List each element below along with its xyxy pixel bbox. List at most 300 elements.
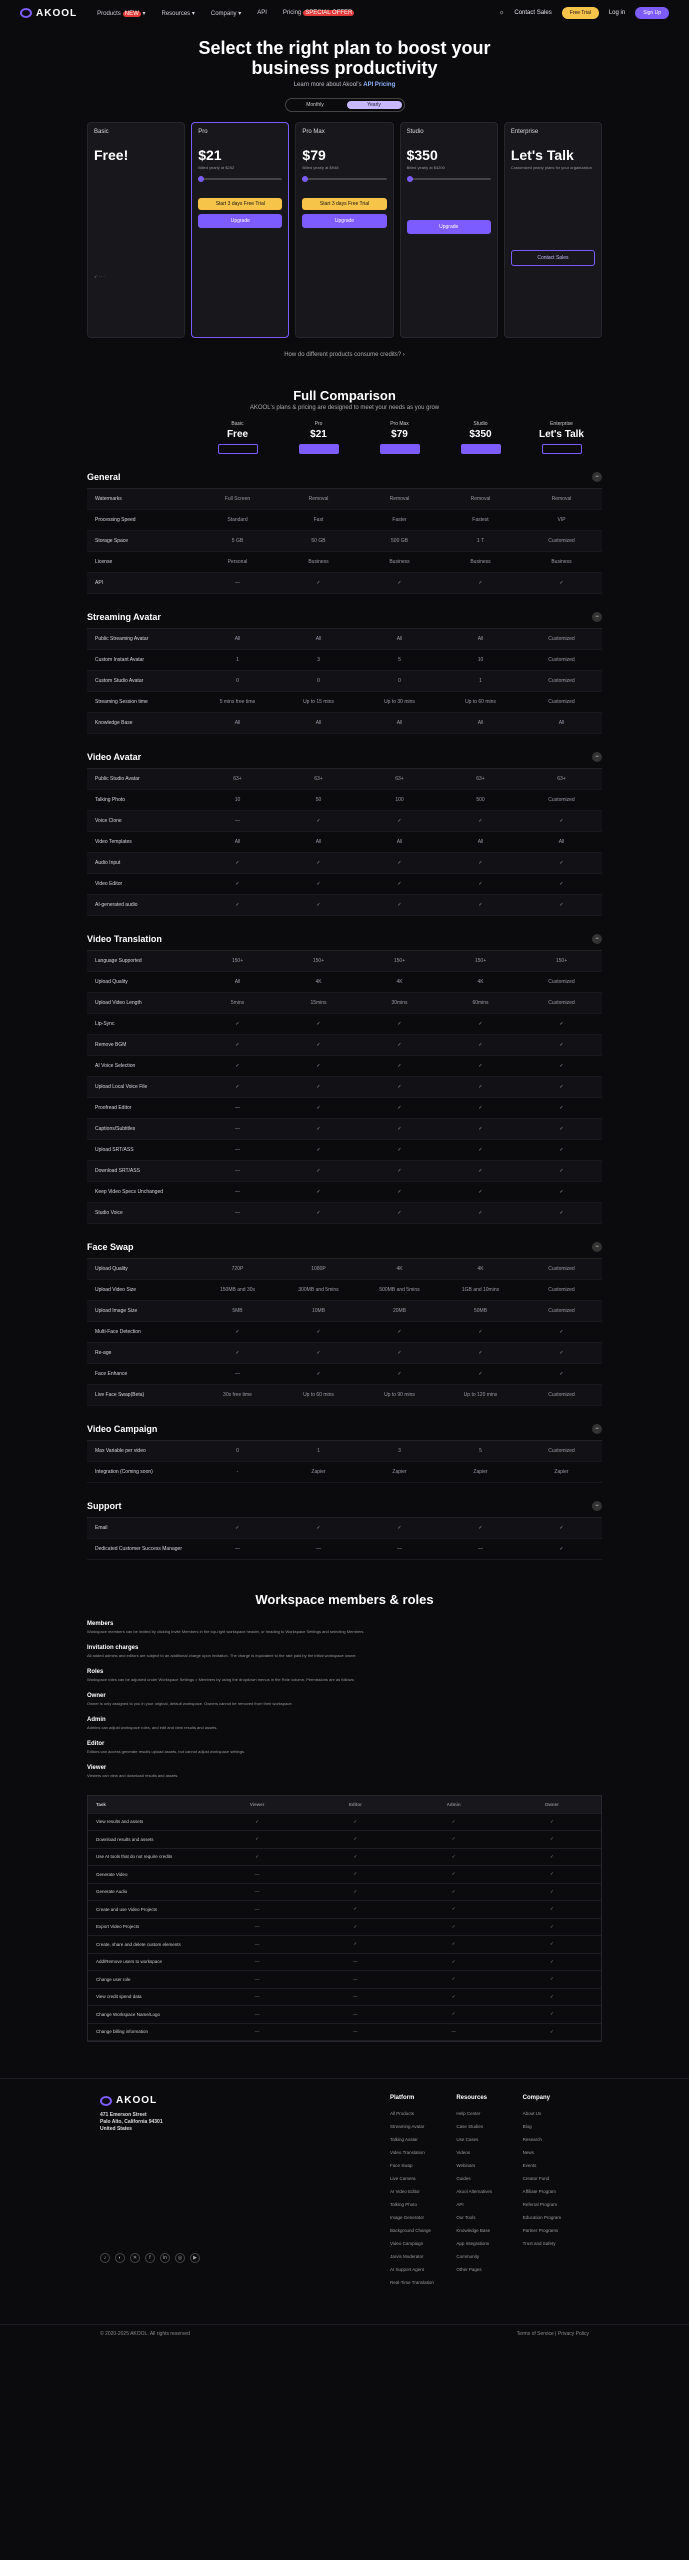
plan-cta-button[interactable] xyxy=(461,444,501,454)
feature-group-header[interactable] xyxy=(87,472,602,489)
feature-value: 500 GB xyxy=(391,538,408,544)
feature-value: All xyxy=(477,636,484,642)
group-title: Video Campaign xyxy=(87,1424,158,1434)
permission-value: ✓ xyxy=(549,1836,554,1842)
section-text: Workspace members can be invited by clicking Invite Members in the top-right workspace header, or heading to Workspace Settings and selecting Members. xyxy=(87,1629,365,1634)
feature-group-rows xyxy=(87,1518,602,1560)
feature-value: ✓ xyxy=(397,860,402,866)
feature-value: ✓ xyxy=(397,1350,402,1356)
permission-value: — xyxy=(254,1959,260,1965)
feature-value: 63+ xyxy=(476,776,485,782)
footer-column xyxy=(456,2095,522,2318)
feature-value: 1 T xyxy=(476,538,485,544)
feature-value: Customized xyxy=(548,636,575,642)
footer-link[interactable]: News xyxy=(522,2150,534,2155)
permission-value: ✓ xyxy=(451,1976,456,1982)
feature-value: ✓ xyxy=(235,1021,240,1027)
feature-value: ✓ xyxy=(478,1350,483,1356)
feature-value: ✓ xyxy=(235,881,240,887)
permission-value: — xyxy=(353,1959,358,1965)
feature-value: ✓ xyxy=(397,1105,402,1111)
feature-value: 4K xyxy=(396,1266,403,1272)
comparison-title: Full Comparison xyxy=(293,388,396,403)
footer-column xyxy=(523,2095,589,2318)
feature-value: ✓ xyxy=(478,1168,483,1174)
feature-value: Business xyxy=(470,559,491,565)
feature-value: All xyxy=(477,839,484,845)
table-row xyxy=(87,1077,602,1098)
permission-value: ✓ xyxy=(353,1941,358,1947)
group-title: Video Translation xyxy=(87,934,162,944)
column-header: Viewer xyxy=(249,1801,265,1807)
slider-handle[interactable] xyxy=(302,176,308,182)
feature-value: ✓ xyxy=(478,1147,483,1153)
permission-value: ✓ xyxy=(549,2011,554,2017)
slider-handle[interactable] xyxy=(407,176,413,182)
plan-price: $350 xyxy=(469,429,492,440)
footer-link[interactable]: All Products xyxy=(390,2111,415,2116)
feature-value: Up to 90 mins xyxy=(384,1392,415,1398)
plan-price: $350 xyxy=(406,147,438,163)
feature-value: Fastest xyxy=(472,517,489,523)
plan-name: Basic xyxy=(231,421,244,427)
table-row xyxy=(87,874,602,895)
feature-value: Customized xyxy=(548,1392,575,1398)
permission-value: — xyxy=(254,1924,260,1930)
feature-value: 10 xyxy=(477,657,484,663)
feature-label: Audio Input xyxy=(95,860,121,866)
feature-group-rows xyxy=(87,1441,602,1483)
upgrade-button[interactable]: Upgrade xyxy=(302,214,386,228)
feature-value: Customized xyxy=(548,1000,575,1006)
feature-value: Customized xyxy=(548,1308,575,1314)
feature-value: — xyxy=(235,1147,240,1153)
tiktok-icon[interactable]: ♪ xyxy=(100,2253,110,2263)
feature-value: ✓ xyxy=(397,1525,402,1531)
feature-label: Storage Space xyxy=(95,538,129,544)
collapse-icon[interactable]: − xyxy=(592,934,602,944)
privacy-link[interactable]: Privacy Policy xyxy=(557,2331,589,2337)
permission-value: ✓ xyxy=(451,1958,456,1964)
table-row xyxy=(87,853,602,874)
table-row xyxy=(87,531,602,552)
footer-link[interactable]: Talking Avatar xyxy=(390,2137,418,2142)
feature-value: 1080P xyxy=(311,1266,326,1272)
feature-group-header[interactable] xyxy=(87,612,602,629)
footer-link[interactable]: Our Tools xyxy=(456,2215,476,2220)
feature-label: Language Supported xyxy=(95,958,142,964)
feature-label: Keep Video Specs Unchanged xyxy=(95,1189,164,1195)
collapse-icon[interactable]: − xyxy=(592,1501,602,1511)
contact-sales-link[interactable]: Contact Sales xyxy=(514,10,552,16)
feature-value: 4K xyxy=(477,979,484,985)
free-trial-button[interactable]: Start 3 days Free Trial xyxy=(198,198,282,210)
feature-value: — xyxy=(235,1126,240,1132)
feature-group-header[interactable] xyxy=(87,1501,602,1518)
feature-value: ✓ xyxy=(397,902,402,908)
footer-link[interactable]: Blog xyxy=(522,2124,532,2129)
table-row xyxy=(88,1989,601,2007)
feature-value: Up to 60 mins xyxy=(465,699,496,705)
feature-value: ✓ xyxy=(316,1126,321,1132)
feature-value: ✓ xyxy=(559,1210,564,1216)
footer-link[interactable]: Trust and Safety xyxy=(522,2241,556,2246)
feature-label: API xyxy=(95,580,104,586)
feature-value: 1 xyxy=(479,678,482,684)
collapse-icon[interactable]: − xyxy=(592,612,602,622)
free-trial-button[interactable]: Start 3 days Free Trial xyxy=(302,198,386,210)
feature-value: All xyxy=(315,636,322,642)
feature-value: 4K xyxy=(396,979,403,985)
permission-value: ✓ xyxy=(353,1888,358,1894)
footer-link[interactable]: Guides xyxy=(456,2176,471,2181)
feature-value: All xyxy=(234,636,241,642)
feature-group-header[interactable] xyxy=(87,1242,602,1259)
table-row xyxy=(87,1035,602,1056)
feature-value: ✓ xyxy=(316,1525,321,1531)
plan-column-head xyxy=(197,421,278,454)
feature-value: ✓ xyxy=(559,580,564,586)
upgrade-button[interactable]: Upgrade xyxy=(407,220,491,234)
permission-value: — xyxy=(254,1906,260,1912)
plan-name: Pro Max xyxy=(302,129,325,135)
yearly-option[interactable]: Yearly xyxy=(347,101,402,109)
plan-cta-button[interactable] xyxy=(218,444,258,454)
credits-slider[interactable] xyxy=(302,178,386,180)
signup-button[interactable]: Sign Up xyxy=(635,7,669,19)
feature-value: — xyxy=(397,1546,402,1552)
feature-label: Streaming Session time xyxy=(95,699,148,705)
feature-group-header[interactable] xyxy=(87,752,602,769)
feature-value: 150+ xyxy=(312,958,325,964)
feature-value: ✓ xyxy=(397,1021,402,1027)
feature-value: VIP xyxy=(557,517,566,523)
linkedin-icon[interactable]: in xyxy=(160,2253,170,2263)
footer-link[interactable]: Use Cases xyxy=(456,2137,479,2142)
permission-value: ✓ xyxy=(549,1853,554,1859)
footer-link[interactable]: Talking Photo xyxy=(390,2202,418,2207)
feature-value: 5 mins free time xyxy=(219,699,256,705)
table-row xyxy=(87,1259,602,1280)
feature-group-rows xyxy=(87,629,602,734)
footer-link[interactable]: Case Studies xyxy=(456,2124,484,2129)
nav-pricing[interactable]: Pricing SPECIAL OFFER xyxy=(282,9,353,16)
feature-label: Upload Video Length xyxy=(95,1000,142,1006)
footer-link[interactable]: Events xyxy=(522,2163,537,2168)
feature-value: ✓ xyxy=(397,1329,402,1335)
feature-value: Customized xyxy=(548,699,575,705)
feature-value: ✓ xyxy=(397,818,402,824)
task-label: Change billing information xyxy=(96,2029,149,2035)
feature-value: Personal xyxy=(227,559,248,565)
section-heading: Viewer xyxy=(87,1765,107,1771)
feature-value: ✓ xyxy=(316,1147,321,1153)
credits-slider[interactable] xyxy=(407,178,491,180)
footer-link[interactable]: Help Center xyxy=(456,2111,481,2116)
feature-value: ✓ xyxy=(559,1350,564,1356)
footer-link[interactable]: Webinars xyxy=(456,2163,476,2168)
workspace-title: Workspace members & roles xyxy=(255,1592,434,1607)
plan-column-head xyxy=(359,421,440,454)
feature-label: AI Voice Selection xyxy=(95,1063,136,1069)
copyright: © 2020-2025 AKOOL. All rights reserved xyxy=(100,2331,190,2337)
footer-link[interactable]: Other Pages xyxy=(456,2267,482,2272)
feature-label: License xyxy=(95,559,113,565)
feature-value: ✓ xyxy=(316,1105,321,1111)
address: 471 Emerson Street Palo Alto, California 94301 United States xyxy=(100,2112,163,2132)
collapse-icon[interactable]: − xyxy=(592,1424,602,1434)
feature-value: ✓ xyxy=(235,860,240,866)
feature-value: ✓ xyxy=(397,1168,402,1174)
akool-logo[interactable]: AKOOL xyxy=(20,8,77,19)
terms-link[interactable]: Terms of Service xyxy=(516,2331,554,2337)
nav-api[interactable]: API xyxy=(257,9,267,16)
api-pricing-link[interactable]: API Pricing xyxy=(363,82,396,88)
footer-column-title: Company xyxy=(522,2095,550,2101)
comparison-table xyxy=(87,421,602,1560)
roles-table-header xyxy=(88,1796,601,1814)
table-row xyxy=(87,895,602,916)
feature-value: 4K xyxy=(315,979,322,985)
footer-column xyxy=(390,2095,456,2318)
section-text: Editors can access generate results upload assets, but cannot adjust workspace settings. xyxy=(87,1749,246,1754)
credits-slider[interactable] xyxy=(198,178,282,180)
task-label: Export Video Projects xyxy=(96,1924,140,1930)
table-row xyxy=(87,1140,602,1161)
footer-link[interactable]: Video Translation xyxy=(390,2150,425,2155)
feature-value: ✓ xyxy=(316,902,321,908)
feature-value: 60mins xyxy=(472,1000,489,1006)
feature-group-header[interactable] xyxy=(87,1424,602,1441)
table-row xyxy=(88,1936,601,1954)
plan-card-pro xyxy=(191,122,289,338)
feature-value: ✓ xyxy=(559,1329,564,1335)
permission-value: — xyxy=(254,1871,260,1877)
permission-value: — xyxy=(254,1976,260,1982)
plan-card-pro-max xyxy=(295,122,393,338)
table-row xyxy=(88,1849,601,1867)
permission-value: ✓ xyxy=(549,1906,554,1912)
footer-column-title: Platform xyxy=(390,2095,415,2101)
permission-value: ✓ xyxy=(549,2028,554,2034)
task-label: Generate Video xyxy=(96,1871,128,1877)
permission-value: ✓ xyxy=(549,1871,554,1877)
feature-value: ✓ xyxy=(559,860,564,866)
feature-value: ✓ xyxy=(316,1168,321,1174)
feature-label: Re-age xyxy=(95,1350,112,1356)
footer-link[interactable]: Community xyxy=(456,2254,480,2259)
feature-value: ✓ xyxy=(559,1189,564,1195)
plan-cta-button[interactable] xyxy=(380,444,420,454)
column-header: Owner xyxy=(544,1801,559,1807)
footer-link[interactable]: Background Change xyxy=(390,2228,432,2233)
feature-value: All xyxy=(315,839,322,845)
permission-value: — xyxy=(254,1889,260,1895)
permission-value: ✓ xyxy=(549,1888,554,1894)
comparison-subtitle: AKOOL's plans & pricing are designed to meet your needs as you grow xyxy=(249,405,440,411)
footer-link[interactable]: Videos xyxy=(456,2150,471,2155)
permission-value: ✓ xyxy=(451,1923,456,1929)
feature-value: ✓ xyxy=(397,1084,402,1090)
footer-link[interactable]: About Us xyxy=(522,2111,542,2116)
footer-link[interactable]: AI Support Agent xyxy=(390,2267,425,2272)
feature-value: 20MB xyxy=(392,1308,407,1314)
facebook-icon[interactable]: f xyxy=(145,2253,155,2263)
feature-value: ✓ xyxy=(235,1329,240,1335)
feature-value: 5MB xyxy=(232,1308,243,1314)
table-row xyxy=(87,650,602,671)
footer-link[interactable]: Akool Alternatives xyxy=(456,2189,493,2194)
footer-link[interactable]: Creator Fund xyxy=(522,2176,550,2181)
feature-value: 5 xyxy=(479,1448,482,1454)
footer xyxy=(0,2078,689,2318)
feature-value: Zapier xyxy=(311,1469,326,1475)
feature-group-header[interactable] xyxy=(87,934,602,951)
feature-label: Upload SRT/ASS xyxy=(95,1147,134,1153)
table-row xyxy=(87,1098,602,1119)
feature-value: Zapier xyxy=(392,1469,407,1475)
permission-value: — xyxy=(254,1994,260,2000)
column-header: Task xyxy=(96,1801,106,1807)
feature-value: ✓ xyxy=(397,1147,402,1153)
feature-value: ✓ xyxy=(316,1210,321,1216)
feature-value: 50 xyxy=(315,797,322,803)
footer-link[interactable]: AI Video Editor xyxy=(390,2189,420,2194)
feature-value: 3 xyxy=(317,657,320,663)
feature-label: Studio Voice xyxy=(95,1210,123,1216)
feature-value: 150MB and 30s xyxy=(219,1287,256,1293)
feature-value: All xyxy=(234,720,241,726)
plan-price: Free xyxy=(226,429,249,440)
feature-value: 4K xyxy=(477,1266,484,1272)
footer-link[interactable]: App Integrations xyxy=(456,2241,490,2246)
permission-value: ✓ xyxy=(451,1818,456,1824)
footer-link[interactable]: Partner Programs xyxy=(522,2228,559,2233)
permission-value: — xyxy=(353,2029,358,2035)
contact-sales-button[interactable]: Contact Sales xyxy=(511,250,595,266)
feature-value: Removal xyxy=(389,496,410,502)
footer-link[interactable]: Streaming Avatar xyxy=(390,2124,425,2129)
collapse-icon[interactable]: − xyxy=(592,1242,602,1252)
table-row xyxy=(87,671,602,692)
feature-value: Faster xyxy=(392,517,407,523)
monthly-option[interactable]: Monthly xyxy=(306,102,324,108)
login-link[interactable]: Log in xyxy=(608,10,626,16)
footer-link[interactable]: API xyxy=(456,2202,464,2207)
feature-value: All xyxy=(234,839,241,845)
feature-value: Up to 120 mins xyxy=(463,1392,498,1398)
youtube-icon[interactable]: ▶ xyxy=(190,2253,200,2263)
nav-resources[interactable]: Resources ▾ xyxy=(161,10,195,17)
plan-price: $79 xyxy=(391,429,408,440)
table-row xyxy=(87,1056,602,1077)
feature-value: ✓ xyxy=(397,1063,402,1069)
instagram-icon[interactable]: ◎ xyxy=(175,2253,185,2263)
nav-products[interactable]: Products NEW ▾ xyxy=(97,10,146,17)
footer-link[interactable]: Video Campaign xyxy=(390,2241,424,2246)
table-row xyxy=(87,972,602,993)
plan-name: Basic xyxy=(94,129,109,135)
feature-value: Standard xyxy=(227,517,248,523)
credits-faq-link[interactable]: How do different products consume credits? › xyxy=(284,352,405,358)
footer-link[interactable]: Real-Time Translation xyxy=(390,2280,434,2285)
footer-link[interactable]: Image Generator xyxy=(390,2215,425,2220)
collapse-icon[interactable]: − xyxy=(592,472,602,482)
discord-icon[interactable]: ◐ xyxy=(115,2253,125,2263)
group-title: Face Swap xyxy=(87,1242,134,1252)
table-row xyxy=(87,769,602,790)
feature-value: ✓ xyxy=(478,1210,483,1216)
table-row xyxy=(87,573,602,594)
section-text: All added admins and editors are subject to an additional charge upon invitation. The charge is equivalent to the rate paid by the initial workspace owner. xyxy=(87,1653,357,1658)
table-row xyxy=(88,1954,601,1972)
plan-cta-button[interactable] xyxy=(299,444,339,454)
comparison-header xyxy=(0,388,689,411)
x-icon[interactable]: ✕ xyxy=(130,2253,140,2263)
permission-value: ✓ xyxy=(255,1818,260,1824)
permission-value: ✓ xyxy=(353,1836,358,1842)
section-heading: Members xyxy=(87,1621,114,1627)
billing-toggle[interactable] xyxy=(285,98,405,112)
feature-label: Video Templates xyxy=(95,839,132,845)
free-trial-button[interactable]: Free Trial xyxy=(562,7,599,19)
collapse-icon[interactable]: − xyxy=(592,752,602,762)
permission-value: — xyxy=(254,2029,260,2035)
plan-cta-button[interactable] xyxy=(542,444,582,454)
feature-value: 1 xyxy=(236,657,239,663)
feature-label: Face Enhance xyxy=(95,1371,128,1377)
footer-link[interactable]: Referral Program xyxy=(522,2202,558,2207)
footer-link[interactable]: Affiliate Program xyxy=(522,2189,556,2194)
feature-value: ✓ xyxy=(478,902,483,908)
feature-value: ✓ xyxy=(397,1189,402,1195)
feature-value: — xyxy=(235,1105,240,1111)
footer-logo[interactable]: AKOOL xyxy=(100,2095,390,2106)
table-row xyxy=(87,1014,602,1035)
theme-toggle-icon[interactable]: ☼ xyxy=(498,10,505,16)
feature-value: ✓ xyxy=(478,1329,483,1335)
feature-value: ✓ xyxy=(478,1105,483,1111)
table-row xyxy=(87,790,602,811)
feature-value: — xyxy=(235,1168,240,1174)
footer-link[interactable]: Knowledge Base xyxy=(456,2228,491,2233)
footer-link[interactable]: Education Program xyxy=(522,2215,562,2220)
footer-link[interactable]: Live Camera xyxy=(390,2176,416,2181)
permission-value: ✓ xyxy=(451,1853,456,1859)
upgrade-button[interactable]: Upgrade xyxy=(198,214,282,228)
feature-value: ✓ xyxy=(316,818,321,824)
table-row xyxy=(87,1119,602,1140)
nav-links xyxy=(97,10,354,17)
footer-link[interactable]: Jarvis Moderator xyxy=(390,2254,424,2259)
hero-subtitle: Learn more about Akool's API Pricing xyxy=(293,82,396,88)
table-row xyxy=(87,951,602,972)
plan-name: Pro Max xyxy=(390,421,409,427)
feature-value: All xyxy=(234,979,241,985)
feature-value: ✓ xyxy=(316,580,321,586)
permission-value: ✓ xyxy=(353,1871,358,1877)
slider-handle[interactable] xyxy=(198,176,204,182)
permission-value: ✓ xyxy=(353,1853,358,1859)
footer-link[interactable]: Research xyxy=(522,2137,542,2142)
feature-value: ✓ xyxy=(559,1126,564,1132)
feature-value: — xyxy=(235,1546,240,1552)
task-label: Change Workspace Name/Logo xyxy=(96,2011,160,2017)
footer-link[interactable]: Face Swap xyxy=(390,2163,413,2168)
nav-company[interactable]: Company ▾ xyxy=(210,10,242,17)
feature-value: Customized xyxy=(548,1287,575,1293)
feature-group-rows xyxy=(87,769,602,916)
